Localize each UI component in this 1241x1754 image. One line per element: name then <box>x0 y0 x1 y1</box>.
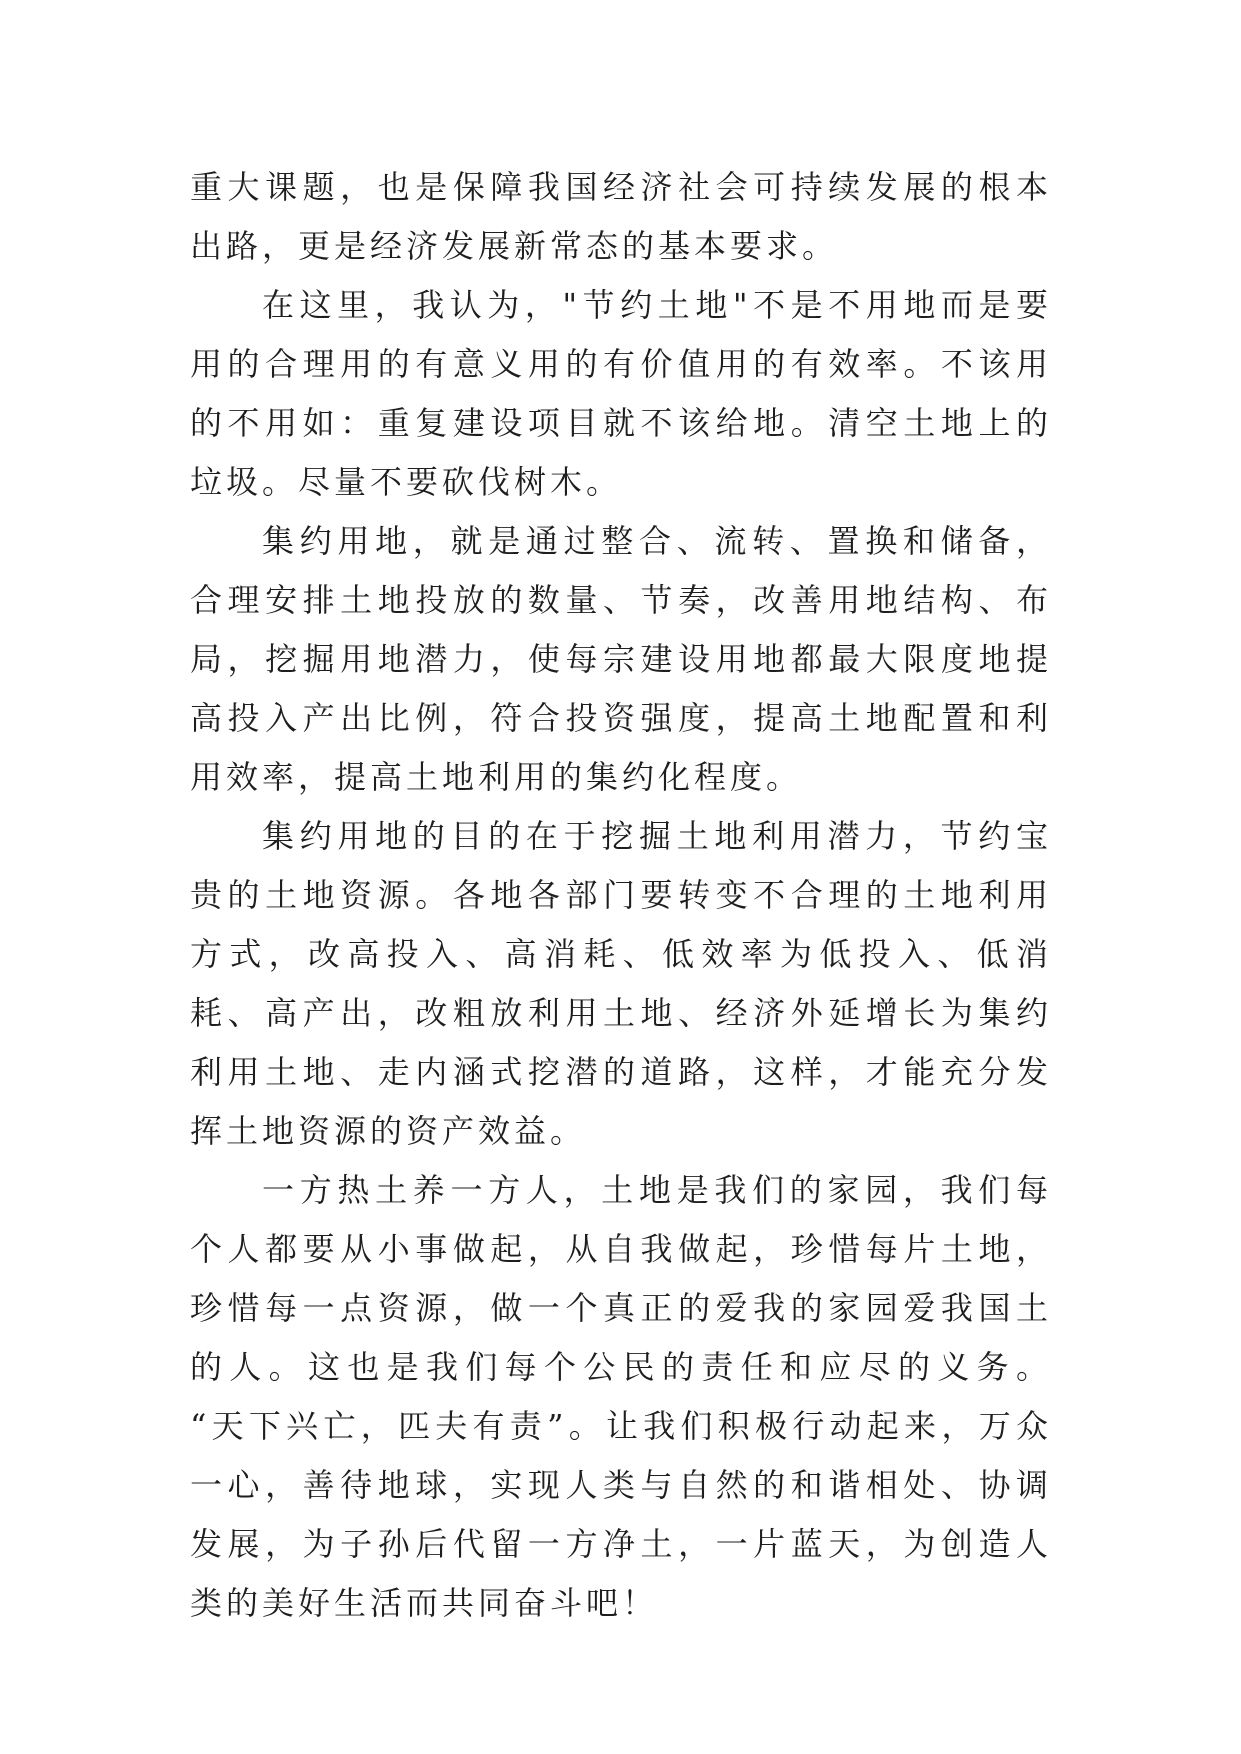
paragraph-3: 集约用地，就是通过整合、流转、置换和储备，合理安排土地投放的数量、节奏，改善用地结构、布局，挖掘用地潜力，使每宗建设用地都最大限度地提高投入产出比例，符合投资强度，提高土地配置和利用效率，提高土地利用的集约化程度。 <box>190 522 1052 796</box>
document-body <box>190 158 1052 1633</box>
paragraph-4: 集约用地的目的在于挖掘土地利用潜力，节约宝贵的土地资源。各地各部门要转变不合理的土地利用方式，改高投入、高消耗、低效率为低投入、低消耗、高产出，改粗放利用土地、经济外延增长为集约利用土地、走内涵式挖潜的道路，这样，才能充分发挥土地资源的资产效益。 <box>190 817 1052 1150</box>
paragraph-1: 重大课题，也是保障我国经济社会可持续发展的根本出路，更是经济发展新常态的基本要求。 <box>190 168 1052 265</box>
paragraph-5: 一方热土养一方人，土地是我们的家园，我们每个人都要从小事做起，从自我做起，珍惜每片土地，珍惜每一点资源，做一个真正的爱我的家园爱我国土的人。这也是我们每个公民的责任和应尽的义务。 “天下兴亡，匹夫有责”。让我们积极行动起来，万众一心，善待地球，实现人类与自然的和谐相处、协调发展，为子孙后代留一方净土，一片蓝天，为创造人类的美好生活而共同奋斗吧！ <box>190 1171 1052 1622</box>
paragraph-2: 在这里，我认为，"节约土地"不是不用地而是要用的合理用的有意义用的有价值用的有效率。不该用的不用如：重复建设项目就不该给地。清空土地上的垃圾。尽量不要砍伐树木。 <box>190 286 1052 501</box>
